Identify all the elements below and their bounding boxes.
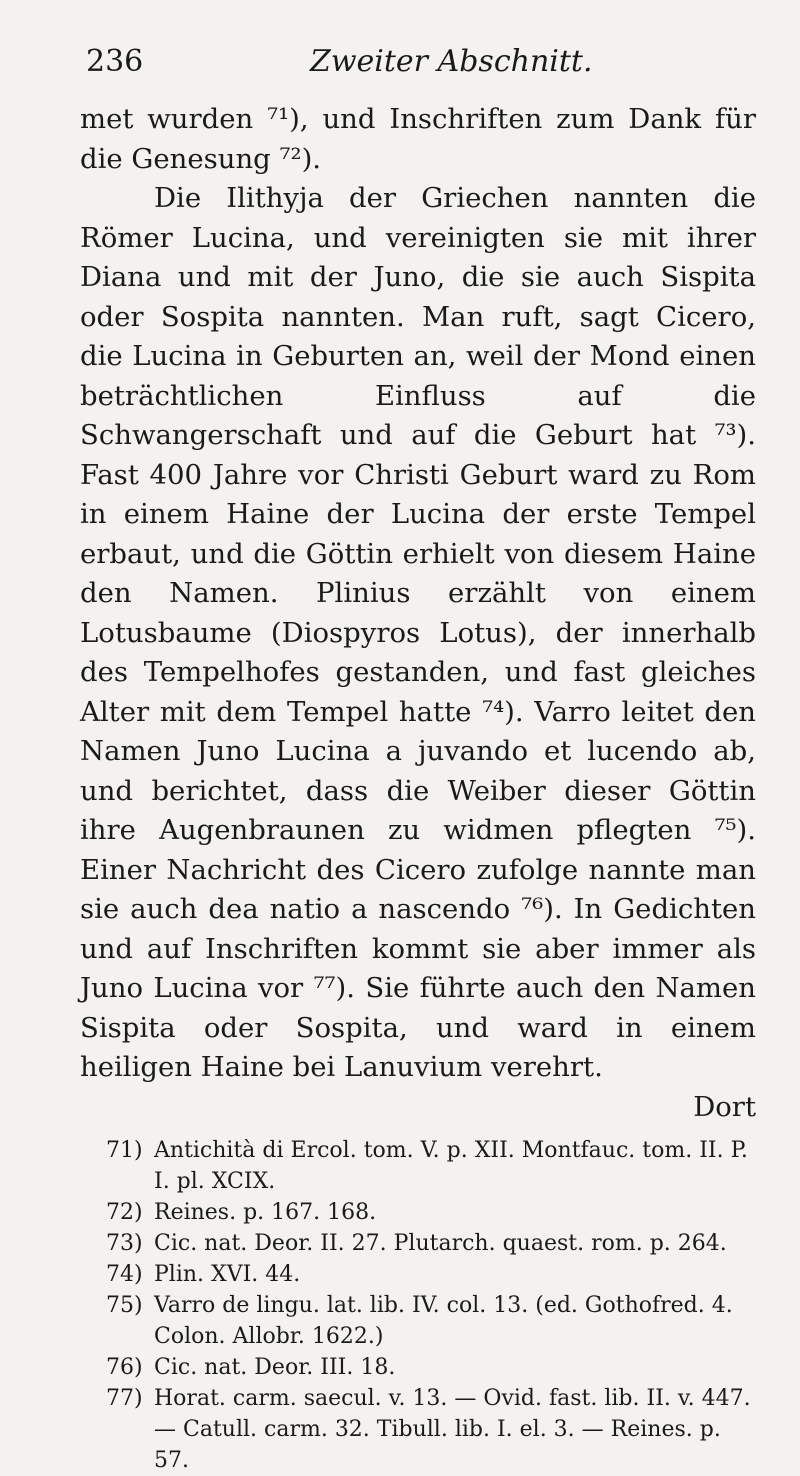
footnote-number: 73) (106, 1231, 143, 1256)
footnote-number: 71) (106, 1138, 143, 1163)
footnote-text: Varro de lingu. lat. lib. IV. col. 13. (ed. Gothofred. 4. Colon. Allobr. 1622.) (154, 1293, 733, 1349)
footnote-number: 74) (106, 1262, 143, 1287)
footnote (80, 1197, 760, 1228)
paragraph-lucina: Die Ilithyja der Griechen nannten die Römer Lucina, und vereinigten sie mit ihrer Diana und mit der Juno, die sie auch Sispita oder Sospita nannten. Man ruft, sagt Cicero, die Lucina in Geburten an, weil der Mond einen beträchtlichen Einfluss auf die Schwangerschaft und auf die Geburt hat ⁷³). Fast 400 Jahre vor Christi Geburt ward zu Rom in einem Haine der Lucina der erste Tempel erbaut, und die Göttin erhielt von diesem Haine den Namen. Plinius erzählt von einem Lotusbaume (Diospyros Lotus), der innerhalb des Tempelhofes gestanden, und fast gleiches Alter mit dem Tempel hatte ⁷⁴). Varro leitet den Namen Juno Lucina a juvando et lucendo ab, und berichtet, dass die Weiber dieser Göttin ihre Augenbraunen zu widmen pflegten ⁷⁵). Einer Nachricht des Cicero zufolge nannte man sie auch dea natio a nascendo ⁷⁶). In Gedichten und auf Inschriften kommt sie aber immer als Juno Lucina vor ⁷⁷). Sie führte auch den Namen Sispita oder Sospita, und ward in einem heiligen Haine bei Lanuvium verehrt. (80, 182, 756, 1083)
catchword: Dort (693, 1090, 756, 1123)
footnote-number: 72) (106, 1200, 143, 1225)
footnote (80, 1352, 760, 1383)
footnote-text: Horat. carm. saecul. v. 13. — Ovid. fast. lib. II. v. 447. — Catull. carm. 32. Tibull. lib. I. el. 3. — Reines. p. 57. (154, 1386, 751, 1473)
footnote-text: Reines. p. 167. 168. (154, 1200, 377, 1225)
page-number: 236 (86, 44, 144, 79)
main-text (80, 100, 756, 1088)
page-header (80, 44, 756, 100)
running-head: Zweiter Abschnitt. (310, 44, 593, 79)
footnote-text: Antichità di Ercol. tom. V. p. XII. Montfauc. tom. II. P. I. pl. XCIX. (154, 1138, 748, 1194)
footnote (80, 1383, 760, 1476)
footnote-text: Cic. nat. Deor. II. 27. Plutarch. quaest. rom. p. 264. (154, 1231, 727, 1256)
footnote-number: 75) (106, 1293, 143, 1318)
footnote (80, 1228, 760, 1259)
footnote (80, 1135, 760, 1197)
footnote-text: Plin. XVI. 44. (154, 1262, 301, 1287)
footnote-text: Cic. nat. Deor. III. 18. (154, 1355, 396, 1380)
footnote-number: 77) (106, 1386, 143, 1411)
footnote (80, 1259, 760, 1290)
paragraph-continuation: met wurden ⁷¹), und Inschriften zum Dank für die Genesung ⁷²). (80, 103, 756, 175)
footnote (80, 1290, 760, 1352)
footnote-number: 76) (106, 1355, 143, 1380)
footnotes (80, 1135, 760, 1476)
